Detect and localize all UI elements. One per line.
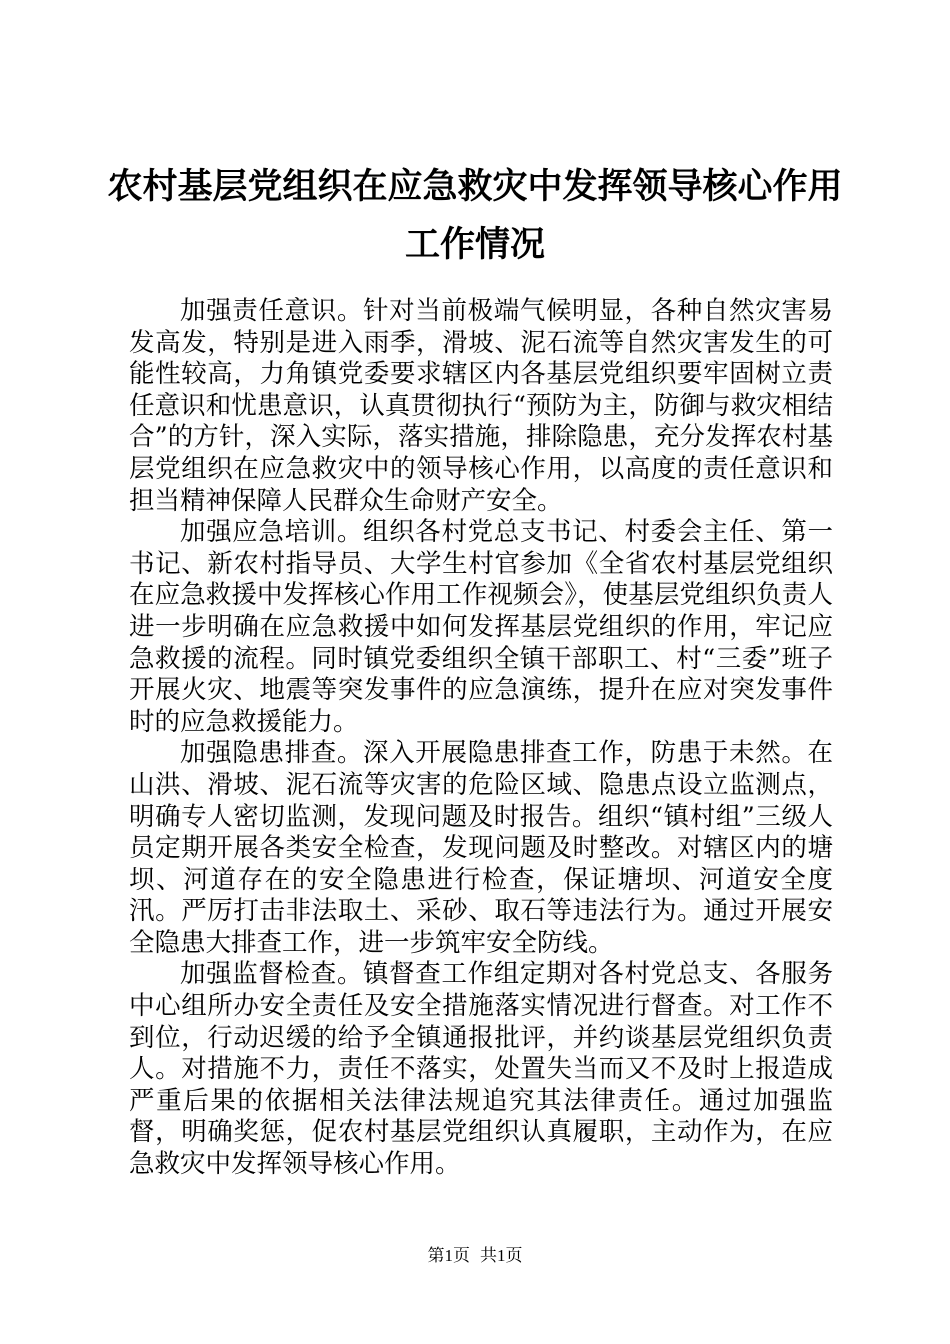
paragraph-training: 加强应急培训。组织各村党总支书记、村委会主任、第一书记、新农村指导员、大学生村官参加《全省农村基层党组织在应急救援中发挥核心作用工作视频会》，使基层党组织负责人进一步明确在应急救援中如何发挥基层党组织的作用，牢记应急救援的流程。同时镇党委组织全镇干部职工、村“三委”班子开展火灾、地震等突发事件的应急演练，提升在应对突发事件时的应急救援能力。: [129, 517, 833, 737]
paragraph-supervision: 加强监督检查。镇督查工作组定期对各村党总支、各服务中心组所办安全责任及安全措施落实情况进行督查。对工作不到位，行动迟缓的给予全镇通报批评，并约谈基层党组织负责人。对措施不力，责任不落实，处置失当而又不及时上报造成严重后果的依据相关法律法规追究其法律责任。通过加强监督，明确奖惩，促农村基层党组织认真履职，主动作为，在应急救灾中发挥领导核心作用。: [129, 959, 833, 1180]
paragraph-inspection: 加强隐患排查。深入开展隐患排查工作，防患于未然。在山洪、滑坡、泥石流等灾害的危险区域、隐患点设立监测点，明确专人密切监测，发现问题及时报告。组织“镇村组”三级人员定期开展各类安全检查，发现问题及时整改。对辖区内的塘坝、河道存在的安全隐患进行检查，保证塘坝、河道安全度汛。严厉打击非法取土、采砂、取石等违法行为。通过开展安全隐患大排查工作，进一步筑牢安全防线。: [129, 738, 833, 958]
page-number: 第1页: [427, 1246, 470, 1265]
paragraph-responsibility: 加强责任意识。针对当前极端气候明显，各种自然灾害易发高发，特别是进入雨季，滑坡、泥石流等自然灾害发生的可能性较高，力角镇党委要求辖区内各基层党组织要牢固树立责任意识和忧患意识，认真贯彻执行“预防为主，防御与救灾相结合”的方针，深入实际，落实措施，排除隐患，充分发挥农村基层党组织在应急救灾中的领导核心作用，以高度的责任意识和担当精神保障人民群众生命财产安全。: [129, 296, 833, 516]
document-body: [129, 296, 833, 1181]
page-total: 共1页: [480, 1246, 523, 1265]
page-footer: [0, 1245, 950, 1267]
document-title: 农村基层党组织在应急救灾中发挥领导核心作用工作情况: [107, 167, 843, 265]
